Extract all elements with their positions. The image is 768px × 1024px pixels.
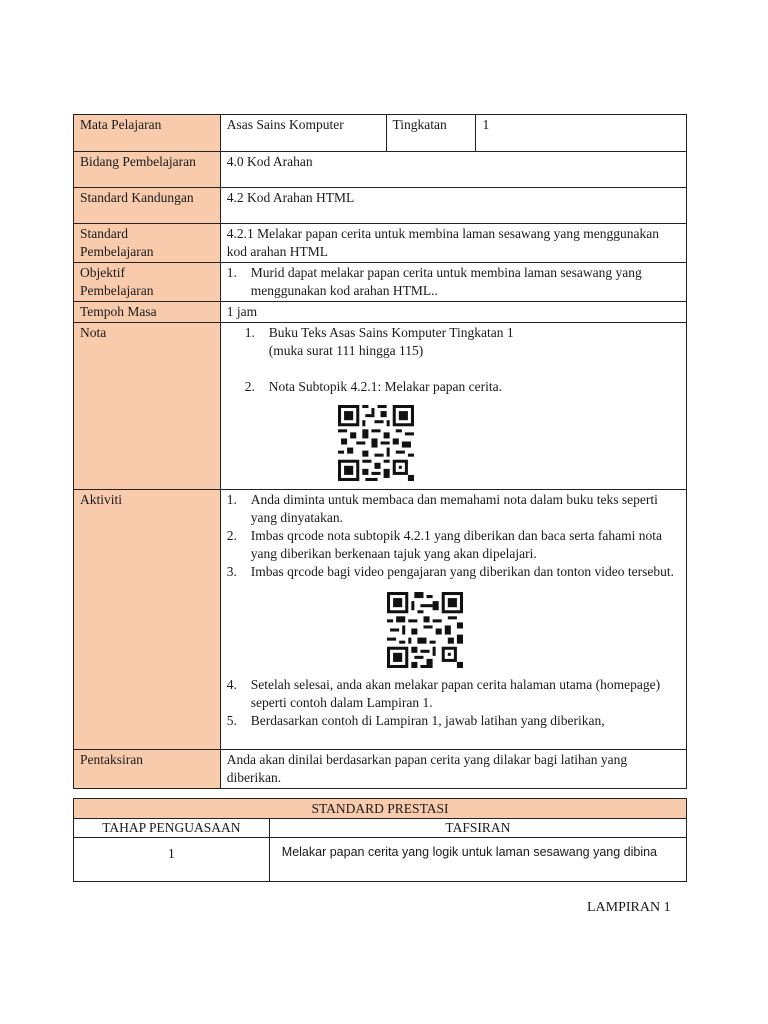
nota-label: Nota xyxy=(74,323,221,490)
list-number: 1. xyxy=(226,265,237,280)
tingkatan-value: 1 xyxy=(476,115,687,152)
qr-code-video[interactable] xyxy=(387,592,463,668)
standard-pembelajaran-label xyxy=(74,224,221,263)
tingkatan-label: Tingkatan xyxy=(386,115,476,152)
row-standard-pembelajaran xyxy=(74,224,687,263)
list-number: 5. xyxy=(226,713,237,728)
nota-book-pages: (muka surat 111 hingga 115) xyxy=(268,343,424,358)
tempoh-label: Tempoh Masa xyxy=(74,302,221,323)
pentaksiran-label: Pentaksiran xyxy=(74,750,221,789)
col-header-tahap: TAHAP PENGUASAAN xyxy=(74,819,270,838)
row-objektif xyxy=(74,263,687,302)
nota-book-title: Buku Teks Asas Sains Komputer Tingkatan 1 xyxy=(268,325,514,340)
list-number: 3. xyxy=(226,564,237,579)
list-number: 4. xyxy=(226,677,237,692)
list-text xyxy=(269,324,514,360)
row-aktiviti xyxy=(74,490,687,750)
list-item xyxy=(227,676,680,712)
objektif-label xyxy=(74,263,221,302)
standard-pembelajaran-label-line1: Standard xyxy=(80,226,128,241)
list-text: Murid dapat melakar papan cerita untuk membina laman sesawang yang menggunakan kod arahan HTML.. xyxy=(250,265,642,298)
list-number: 2. xyxy=(226,528,237,543)
list-number: 2. xyxy=(244,379,255,394)
objektif-value xyxy=(220,263,686,302)
row-tempoh xyxy=(74,302,687,323)
standard-prestasi-table xyxy=(73,798,687,882)
aktiviti-value xyxy=(220,490,686,750)
list-item xyxy=(227,527,680,563)
prestasi-title-row xyxy=(74,799,687,819)
prestasi-title: STANDARD PRESTASI xyxy=(74,799,687,819)
list-text: Setelah selesai, anda akan melakar papan cerita halaman utama (homepage) seperti contoh dalam Lampiran 1. xyxy=(250,677,661,710)
row-mata-pelajaran xyxy=(74,115,687,152)
col-header-tafsiran: TAFSIRAN xyxy=(269,819,686,838)
row-pentaksiran xyxy=(74,750,687,789)
list-item xyxy=(227,491,680,527)
list-item xyxy=(227,563,680,581)
list-item xyxy=(227,712,680,730)
objektif-label-line2: Pembelajaran xyxy=(80,283,154,298)
standard-pembelajaran-label-line2: Pembelajaran xyxy=(80,244,154,259)
table-row xyxy=(74,838,687,882)
objektif-label-line1: Objektif xyxy=(80,265,125,280)
standard-pembelajaran-value: 4.2.1 Melakar papan cerita untuk membina laman sesawang yang menggunakan kod arahan HTML xyxy=(220,224,686,263)
aktiviti-label: Aktiviti xyxy=(74,490,221,750)
row-standard-kandungan xyxy=(74,188,687,224)
prestasi-header-row xyxy=(74,819,687,838)
list-text: Berdasarkan contoh di Lampiran 1, jawab latihan yang diberikan, xyxy=(250,713,605,728)
list-text: Imbas qrcode nota subtopik 4.2.1 yang diberikan dan baca serta fahami nota yang diberikan berkenaan tajuk yang akan dipelajari. xyxy=(250,528,663,561)
row-nota xyxy=(74,323,687,490)
pentaksiran-value: Anda akan dinilai berdasarkan papan cerita yang dilakar bagi latihan yang diberikan. xyxy=(220,750,686,789)
tahap-cell: 1 xyxy=(74,838,270,882)
list-number: 1. xyxy=(226,492,237,507)
list-number: 1. xyxy=(244,325,255,340)
list-item xyxy=(227,264,680,300)
bidang-value: 4.0 Kod Arahan xyxy=(220,152,686,188)
mata-pelajaran-value: Asas Sains Komputer xyxy=(220,115,386,152)
list-text: Nota Subtopik 4.2.1: Melakar papan cerita. xyxy=(268,379,502,394)
list-text: Anda diminta untuk membaca dan memahami nota dalam buku teks seperti yang dinyatakan. xyxy=(250,492,658,525)
list-item xyxy=(245,378,680,396)
tafsiran-cell: Melakar papan cerita yang logik untuk laman sesawang yang dibina xyxy=(269,838,686,882)
standard-kandungan-value: 4.2 Kod Arahan HTML xyxy=(220,188,686,224)
nota-value xyxy=(220,323,686,490)
qr-code-nota[interactable] xyxy=(338,405,414,481)
list-text: Imbas qrcode bagi video pengajaran yang diberikan dan tonton video tersebut. xyxy=(250,564,675,579)
tempoh-value: 1 jam xyxy=(220,302,686,323)
standard-kandungan-label: Standard Kandungan xyxy=(74,188,221,224)
lampiran-label: LAMPIRAN 1 xyxy=(587,900,671,915)
list-item xyxy=(245,324,680,360)
row-bidang xyxy=(74,152,687,188)
mata-pelajaran-label: Mata Pelajaran xyxy=(74,115,221,152)
lesson-plan-table xyxy=(73,114,687,789)
bidang-label: Bidang Pembelajaran xyxy=(74,152,221,188)
